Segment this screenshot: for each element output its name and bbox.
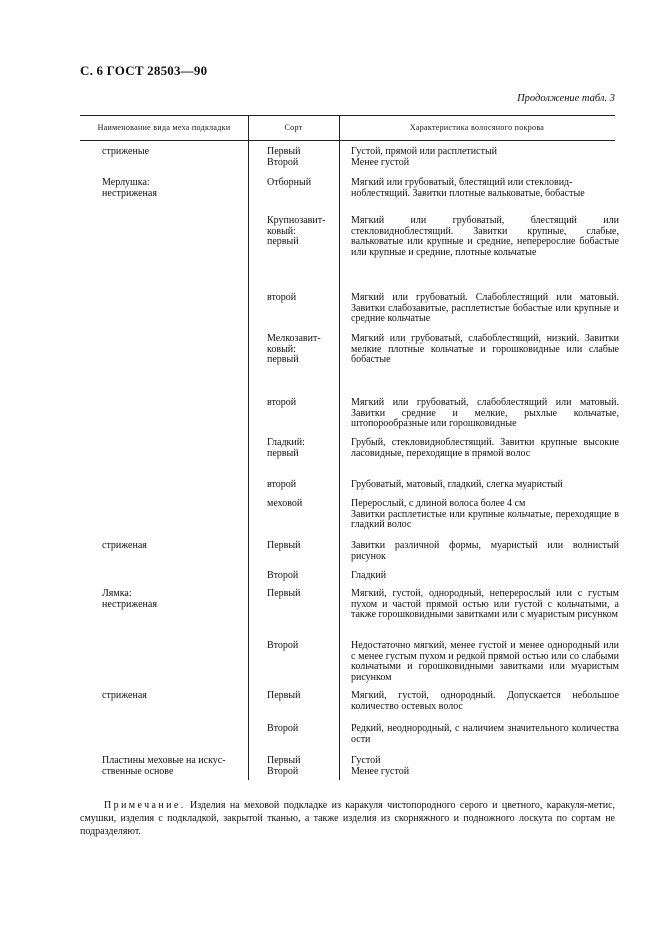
- row-grade: Второй: [267, 640, 299, 651]
- row-description: Мягкий или грубоватый, слабоблестящий, низкий. Завитки мелкие плотные кольчатые и горошковидные или слабые бобастые: [351, 333, 619, 365]
- row-description: Мягкий или грубоватый, блестящий или стекловидноблестящий. Завитки крупные, слабые, вальковатые или крупные и средние, неперерослие бобастые или крупные и средние, плотные кольчатые: [351, 215, 619, 258]
- row-description: Мягкий, густой, однородный. Допускается небольшое количество остевых волос: [351, 690, 619, 712]
- row-name: стриженая: [102, 690, 147, 701]
- row-description: Недостаточно мягкий, менее густой и менее однородный или с менее густым пухом и редкой прямой остью или со слабыми кольчатыми и горошковидными завитками или муаристым рисунком: [351, 640, 619, 683]
- row-description: Редкий, неоднородный, с наличием значительного количества ости: [351, 723, 619, 745]
- row-description: Гладкий: [351, 570, 387, 581]
- table-header-rule: [80, 140, 615, 141]
- row-grade: второй: [267, 292, 297, 303]
- column-header-description: Характеристика волосяного покрова: [409, 123, 545, 132]
- row-description: Грубый, стекловидноблестящий. Завитки крупные высокие ласовидные, переходящие в прямой волос: [351, 437, 619, 459]
- note-text: Изделия на меховой подкладке из каракуля чистопородного серого и цветного, каракуля-метис, смушки, изделия с подкладкой, закрытой тканью, а также изделия из скорняжного и подножного лоскута по сортам не подразделяют.: [80, 800, 616, 837]
- row-grade: Второй: [267, 723, 299, 734]
- row-description: Мягкий или грубоватый. Слабоблестящий или матовый. Завитки слабозавитые, расплетистые бобастые или крупные и средние кольчатые: [351, 292, 619, 324]
- row-description: Мягкий или грубоватый, слабоблестящий или матовый. Завитки средние и мелкие, рыхлые кольчатые, штопорообразные или горошковидные: [351, 397, 619, 429]
- row-name: стриженые: [102, 146, 150, 157]
- row-name: Пластины меховые на искус- ственные основе: [102, 755, 226, 777]
- row-grade: Второй: [267, 570, 299, 581]
- note-label: Примечание.: [104, 800, 186, 811]
- row-description: Мягкий или грубоватый, блестящий или стекловид- ноблестящий. Завитки плотные вальковатые, бобастые: [351, 177, 585, 199]
- column-divider: [248, 115, 249, 780]
- table-top-rule: [80, 115, 615, 116]
- table-continuation-label: Продолжение табл. 3: [517, 93, 615, 104]
- row-description: Грубоватый, матовый, гладкий, слегка муаристый: [351, 479, 563, 490]
- row-grade: Мелкозавит- ковый: первый: [267, 333, 321, 365]
- row-grade: Первый: [267, 588, 301, 599]
- row-grade: второй: [267, 397, 297, 408]
- row-grade: Крупнозавит- ковый: первый: [267, 215, 326, 247]
- row-grade: Первый Второй: [267, 755, 301, 777]
- row-name: стриженая: [102, 540, 147, 551]
- row-description: Густой, прямой или расплетистый Менее густой: [351, 146, 498, 168]
- row-grade: Первый: [267, 540, 301, 551]
- row-grade: Первый Второй: [267, 146, 301, 168]
- column-header-grade: Сорт: [284, 123, 303, 132]
- row-grade: второй: [267, 479, 297, 490]
- row-name: Лямка: нестриженая: [102, 588, 157, 610]
- column-header-name: Наименование вида меха подкладки: [97, 123, 231, 132]
- table-note: [80, 799, 615, 838]
- row-name: Мерлушка: нестриженая: [102, 177, 157, 199]
- row-grade: Отборный: [267, 177, 312, 188]
- column-divider: [339, 115, 340, 780]
- row-description: Мягкий, густой, однородный, неперерослый или с густым пухом и частой прямой остью или густой с кольчатыми, а также горошковидными завитками или с муаристым рисунком: [351, 588, 619, 620]
- row-grade: Гладкий: первый: [267, 437, 305, 459]
- row-description: Завитки различной формы, муаристый или волнистый рисунок: [351, 540, 619, 562]
- row-description: Густой Менее густой: [351, 755, 410, 777]
- page-header: С. 6 ГОСТ 28503—90: [80, 63, 208, 78]
- row-description: Перерослый, с длиной волоса более 4 см Завитки расплетистые или крупные кольчатые, переходящие в гладкий волос: [351, 498, 619, 530]
- row-grade: меховой: [267, 498, 303, 509]
- row-grade: Первый: [267, 690, 301, 701]
